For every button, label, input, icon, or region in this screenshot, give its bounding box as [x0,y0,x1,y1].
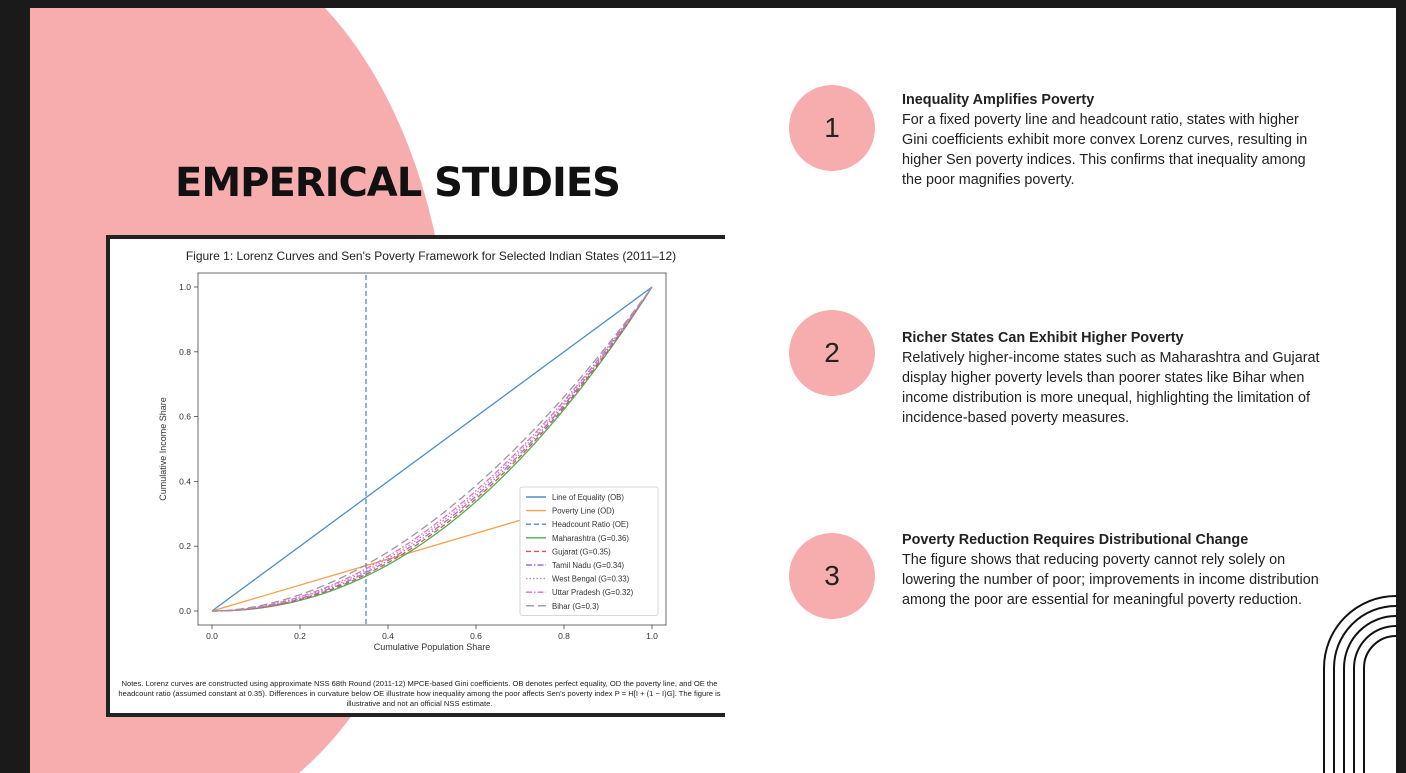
y-tick-label: 0.4 [179,476,191,487]
slide-title: EMPERICAL STUDIES [175,160,620,206]
point-number-3: 3 [789,533,875,619]
legend-label: Headcount Ratio (OE) [552,520,629,530]
legend-label: Line of Equality (OB) [552,493,624,502]
y-tick-label: 1.0 [179,282,191,292]
y-tick-label: 0.0 [179,606,191,616]
y-axis-label: Cumulative Income Share [158,397,168,501]
x-tick-label: 0.8 [558,631,570,641]
point-3-body: The figure shows that reducing poverty cannot rely solely on lowering the number of poor; improvements in income distribution among the poor are essential for meaningful poverty reduction. [902,552,1319,608]
y-tick-label: 0.8 [179,346,191,357]
legend-label: Poverty Line (OD) [552,506,615,516]
point-1-body: For a fixed poverty line and headcount ratio, states with higher Gini coefficients exhibit more convex Lorenz curves, resulting in higher Sen poverty indices. This confirms that inequality among the poor magnifies poverty. [902,112,1308,188]
lorenz-chart [110,239,725,669]
chart-title: Figure 1: Lorenz Curves and Sen's Poverty Framework for Selected Indian States (2011–12) [185,249,677,263]
y-tick-label: 0.2 [179,541,191,552]
legend-label: Bihar (G=0.3) [552,601,600,611]
x-axis-label: Cumulative Population Share [373,642,491,652]
point-1-heading: Inequality Amplifies Poverty [902,92,1095,108]
legend-label: Tamil Nadu (G=0.34) [552,561,625,570]
legend-label: Uttar Pradesh (G=0.32) [552,588,634,598]
legend-label: West Bengal (G=0.33) [552,574,630,584]
chart-figure [106,235,725,717]
x-tick-label: 0.0 [206,631,218,641]
point-2-heading: Richer States Can Exhibit Higher Poverty [902,330,1184,346]
x-tick-label: 1.0 [646,631,658,641]
point-number-1: 1 [789,85,875,171]
point-2 [902,328,1322,428]
point-number-2: 2 [789,310,875,396]
slide [30,8,1396,773]
point-2-body: Relatively higher-income states such as Maharashtra and Gujarat display higher poverty levels than poorer states like Bihar when income distribution is more unequal, highlighting the limitation of incidence-based poverty measures. [902,350,1320,426]
x-tick-label: 0.6 [470,631,482,641]
legend-label: Maharashtra (G=0.36) [552,533,629,543]
point-3-heading: Poverty Reduction Requires Distributional Change [902,532,1249,548]
x-tick-label: 0.2 [294,631,306,641]
decorative-arches [1320,578,1396,773]
chart-legend [520,487,658,615]
figure-notes: Notes. Lorenz curves are constructed using approximate NSS 68th Round (2011-12) MPCE-based Gini coefficients. OB denotes perfect equality, OD the poverty line, and OE the headcount ratio (assumed constant at 0.35). Differences in curvature below OE illustrate how inequality among the poor affects Sen's poverty index P = H[I + (1 − I)G]. The figure is illustrative and not an official NSS estimate. [118,679,721,708]
point-1 [902,90,1322,190]
y-tick-label: 0.6 [179,411,191,422]
legend-label: Gujarat (G=0.35) [552,547,611,557]
x-tick-label: 0.4 [382,631,394,641]
point-3 [902,530,1322,610]
